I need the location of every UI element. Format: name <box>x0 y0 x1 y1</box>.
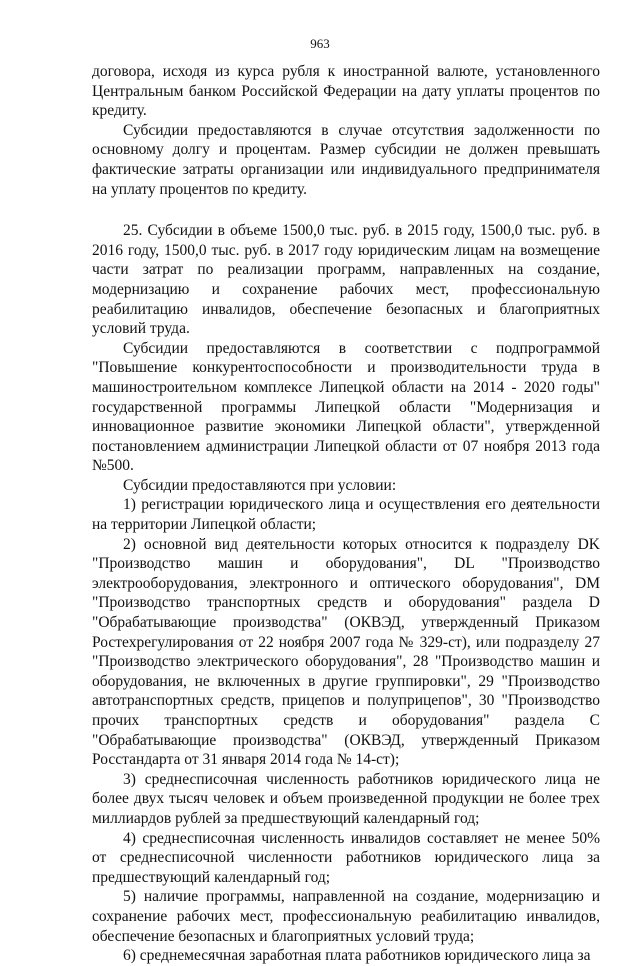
paragraph: Субсидии предоставляются в случае отсутствия задолженности по основному долгу и процентам. Размер субсидии не должен превышать фактические затраты организации или индивидуального предпринимателя на уплату процентов по кредиту. <box>92 121 600 198</box>
document-body <box>92 62 600 966</box>
condition-item-4: 4) среднесписочная численность инвалидов составляет не менее 50% от среднесписочной численности работников юридического лица за предшествующий календарный год; <box>92 829 600 886</box>
condition-item-6: 6) среднемесячная заработная плата работников юридического лица за <box>123 947 591 965</box>
condition-item-5: 5) наличие программы, направленной на создание, модернизацию и сохранение рабочих мест, профессиональную реабилитацию инвалидов, обеспечение безопасных и благоприятных условий труда; <box>92 888 600 945</box>
condition-item-3: 3) среднесписочная численность работников юридического лица не более двух тысяч человек и объем произведенной продукции не более трех миллиардов рублей за предшествующий календарный год; <box>92 770 600 827</box>
paragraph-item-25: 25. Субсидии в объеме 1500,0 тыс. руб. в 2015 году, 1500,0 тыс. руб. в 2016 году, 1500,0 тыс. руб. в 2017 году юридическим лицам на возмещение части затрат по реализации программ, направленных на создание, модернизацию и сохранение рабочих мест, профессиональную реабилитацию инвалидов, обеспечение безопасных и благоприятных условий труда. <box>92 222 600 338</box>
condition-item-1: 1) регистрации юридического лица и осуществления его деятельности на территории Липецкой области; <box>92 496 600 534</box>
page-number: 963 <box>310 36 330 51</box>
paragraph: Субсидии предоставляются в соответствии с подпрограммой "Повышение конкурентоспособности и производительности труда в машиностроительном комплексе Липецкой области на 2014 - 2020 годы" государственной программы Липецкой области "Модернизация и инновационное развитие экономики Липецкой области", утвержденной постановлением администрации Липецкой области от 07 ноября 2013 года №500. <box>92 339 600 475</box>
paragraph-continuation: договора, исходя из курса рубля к иностранной валюте, установленного Центральным банком Российской Федерации на дату уплаты процентов по кредиту. <box>92 63 600 120</box>
paragraph-conditions-heading: Субсидии предоставляются при условии: <box>123 476 397 494</box>
condition-item-2: 2) основной вид деятельности которых относится к подразделу DK "Производство машин и оборудования", DL "Производство электрооборудования, электронного и оптического оборудования", DM "Производство транспортных средств и оборудования" раздела D "Обрабатывающие производства" (ОКВЭД, утвержденный Приказом Ростехрегулирования от 22 ноября 2007 года № 329-ст), или подразделу 27 "Производство электрического оборудования", 28 "Производство машин и оборудования, не включенных в другие группировки", 29 "Производство автотранспортных средств, прицепов и полуприцепов", 30 "Производство прочих транспортных средств и оборудования" раздела С "Обрабатывающие производства" (ОКВЭД, утвержденный Приказом Росстандарта от 31 января 2014 года № 14-ст); <box>92 535 600 769</box>
